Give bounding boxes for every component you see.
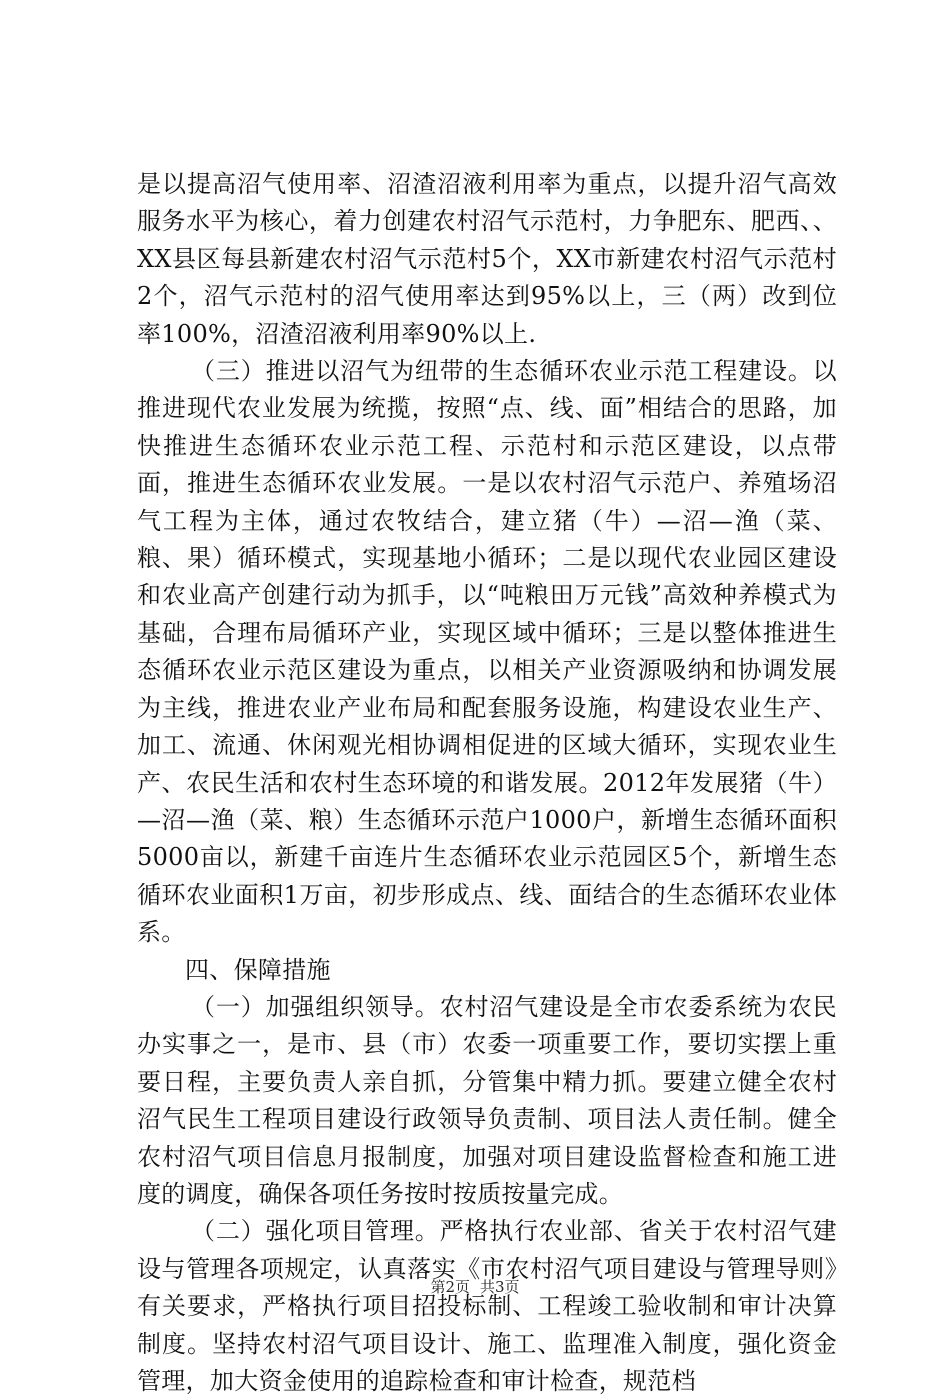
page-footer xyxy=(0,1277,950,1297)
page-total: 共3页 xyxy=(480,1278,520,1296)
paragraph-section-three: （三）推进以沼气为纽带的生态循环农业示范工程建设。以推进现代农业发展为统揽，按照“点、线、面”相结合的思路，加快推进生态循环农业示范工程、示范村和示范区建设，以点带面，推进生态循环农业发展。一是以农村沼气示范户、养殖场沼气工程为主体，通过农牧结合，建立猪（牛）—沼—渔（菜、粮、果）循环模式，实现基地小循环；二是以现代农业园区建设和农业高产创建行动为抓手，以“吨粮田万元钱”高效种养模式为基础，合理布局循环产业，实现区域中循环；三是以整体推进生态循环农业示范区建设为重点，以相关产业资源吸纳和协调发展为主线，推进农业产业布局和配套服务设施，构建设农业生产、加工、流通、休闲观光相协调相促进的区域大循环，实现农业生产、农民生活和农村生态环境的和谐发展。2012年发展猪（牛）—沼—渔（菜、粮）生态循环示范户1000户，新增生态循环面积5000亩以，新建千亩连片生态循环农业示范园区5个，新增生态循环农业面积1万亩，初步形成点、线、面结合的生态循环农业体系。 xyxy=(137,357,837,947)
document-body xyxy=(137,166,837,1400)
page-number: 第2页 xyxy=(430,1278,470,1296)
paragraph-organization-leadership: （一）加强组织领导。农村沼气建设是全市农委系统为农民办实事之一，是市、县（市）农委一项重要工作，要切实摆上重要日程，主要负责人亲自抓，分管集中精力抓。要建立健全农村沼气民生工程项目建设行政领导负责制、项目法人责任制。健全农村沼气项目信息月报制度，加强对项目建设监督检查和施工进度的调度，确保各项任务按时按质按量完成。 xyxy=(137,992,837,1208)
paragraph-continuation: 是以提高沼气使用率、沼渣沼液利用率为重点，以提升沼气高效服务水平为核心，着力创建农村沼气示范村，力争肥东、肥西、、XX县区每县新建农村沼气示范村5个，XX市新建农村沼气示范村2个，沼气示范村的沼气使用率达到95%以上，三（两）改到位率100%，沼渣沼液利用率90%以上. xyxy=(137,170,837,348)
paragraph-project-management: （二）强化项目管理。严格执行农业部、省关于农村沼气建设与管理各项规定，认真落实《市农村沼气项目建设与管理导则》有关要求，严格执行项目招投标制、工程竣工验收制和审计决算制度。坚持农村沼气项目设计、施工、监理准入制度，强化资金管理，加大资金使用的追踪检查和审计检查，规范档 xyxy=(137,1217,837,1395)
section-heading-safeguards: 四、保障措施 xyxy=(185,955,331,984)
